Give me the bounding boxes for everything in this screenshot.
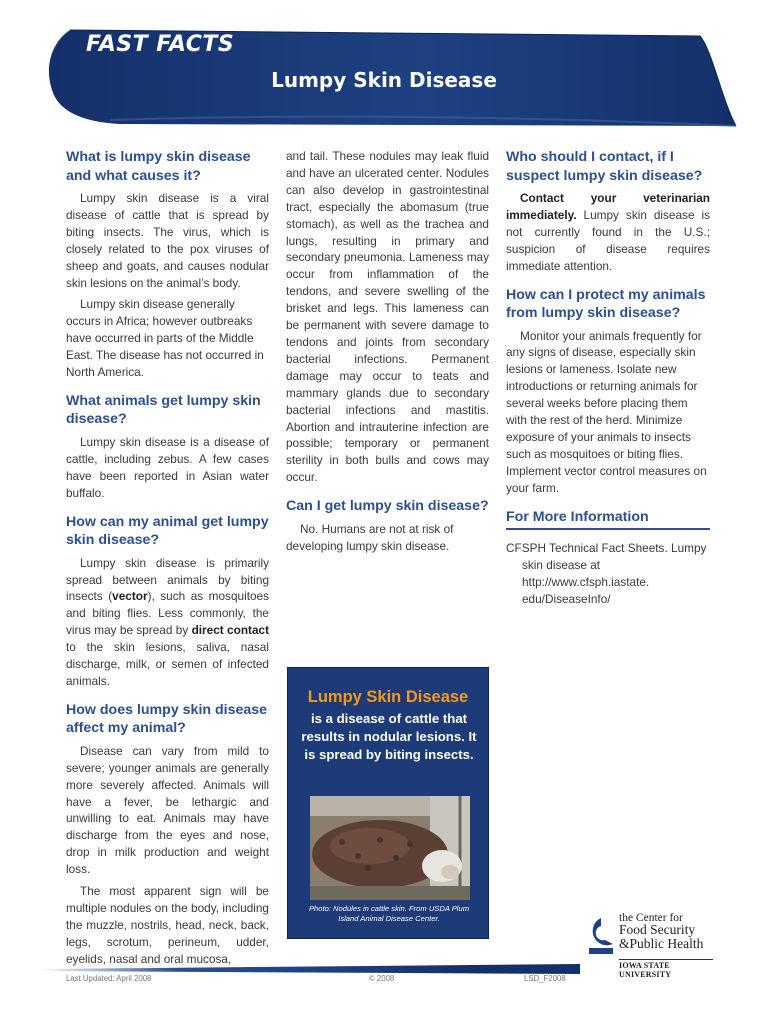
footer-copyright: © 2008 [369,974,395,983]
reference: CFSPH Technical Fact Sheets. Lumpy skin disease at http://www.cfsph.iastate. edu/DiseaseInfo/ [506,541,707,606]
paragraph: Disease can vary from mild to severe; younger animals are generally more severely affected. Animals will have a fever, be lethargic and unwilling to eat. Animals may have discharge from the eyes and nose, drop in milk production and weight loss. [66,743,269,877]
paragraph: Lumpy skin disease is a viral disease of cattle that is spread by biting insects. The virus, which is closely related to the pox viruses of sheep and goats, and causes nodular skin lesions on the animal’s body. [66,191,269,290]
poster-box [287,667,489,939]
cattle-photo [310,796,470,900]
paragraph: Lumpy skin disease is a disease of cattle, including zebus. A few cases have been reported in Asian water buffalo. [66,434,269,500]
column-middle [286,148,489,559]
footer-code: LSD_F2008 [524,974,566,983]
cfsph-logo: the Center for Food Security &Public Health IOWA STATE UNIVERSITY [585,912,713,974]
heading-more-info: For More Information [506,508,710,531]
heading-how-protect: How can I protect my animals from lumpy skin disease? [506,286,706,322]
page-title: Lumpy Skin Disease [271,68,497,92]
paragraph: No. Humans are not at risk of developing lumpy skin disease. [286,521,454,553]
poster-text: is a disease of cattle that results in nodular lesions. It is spread by biting insects. [301,711,477,763]
heading-how-affect: How does lumpy skin disease affect my animal? [66,701,268,737]
paragraph: Contact your veterinarian immediately. Lumpy skin disease is not currently found in the U.S.; suspicion of disease requires immediate attention. [506,191,710,273]
paragraph: Lumpy skin disease generally occurs in Africa; however outbreaks have occurred in parts of the Middle East. The disease has not occurred in North America. [66,297,264,380]
contact-vet-emphasis: Contact your veterinarian immediately. [506,191,710,222]
heading-can-i-get: Can I get lumpy skin disease? [286,498,489,515]
fast-facts-label: FAST FACTS [86,32,235,57]
paragraph: Monitor your animals frequently for any signs of disease, especially skin lesions or lameness. Isolate new introductions or returning animals for several weeks before placing them with the rest of the herd. Minimize exposure of your animals to insects such as mosquitoes or biting flies. Implement vector control measures on your farm. [506,328,707,495]
column-right [506,148,710,613]
photo-caption: Photo: Nodules in cattle skin. From USDA Plum Island Animal Disease Center. [308,904,470,923]
paragraph: The most apparent sign will be multiple nodules on the body, including the muzzle, nostrils, head, neck, back, legs, scrotum, perineum, udder, eyelids, nasal and oral mucosa, [66,884,269,966]
footer-updated: Last Updated: April 2008 [66,974,152,983]
cfsph-logo-icon [585,914,617,960]
poster-title: Lumpy Skin Disease [307,688,469,706]
heading-what-animals: What animals get lumpy skin disease? [66,392,261,428]
paragraph: and tail. These nodules may leak fluid and have an ulcerated center. Nodules can also develop in gastrointestinal tract, especially the abomasum (true stomach), as well as the trachea and lungs, resulting in primary and secondary pneumonia. Lameness may occur from inflammation of the tendons, and severe swelling of the brisket and legs. This lameness can be permanent with severe damage to tendons and joints from secondary bacterial infections. Permanent damage may occur to teats and mammary glands due to secondary bacterial infections and mastitis. Abortion and intrauterine infection are possible; temporary or permanent sterility in both bulls and cows may occur. [286,149,489,485]
heading-how-get: How can my animal get lumpy skin disease? [66,513,269,549]
term-vector: vector [112,589,148,604]
paragraph: Lumpy skin disease is primarily spread between animals by biting insects (vector), such as mosquitoes and biting flies. Less commonly, the virus may be spread by direct contact to the skin lesions, saliva, nasal discharge, milk, or semen of infected animals. [66,555,270,688]
heading-what-is: What is lumpy skin disease and what causes it? [66,149,251,184]
term-direct-contact: direct contact [191,623,269,638]
column-left [66,148,269,973]
heading-who-contact: Who should I contact, if I suspect lumpy skin disease? [506,149,703,184]
